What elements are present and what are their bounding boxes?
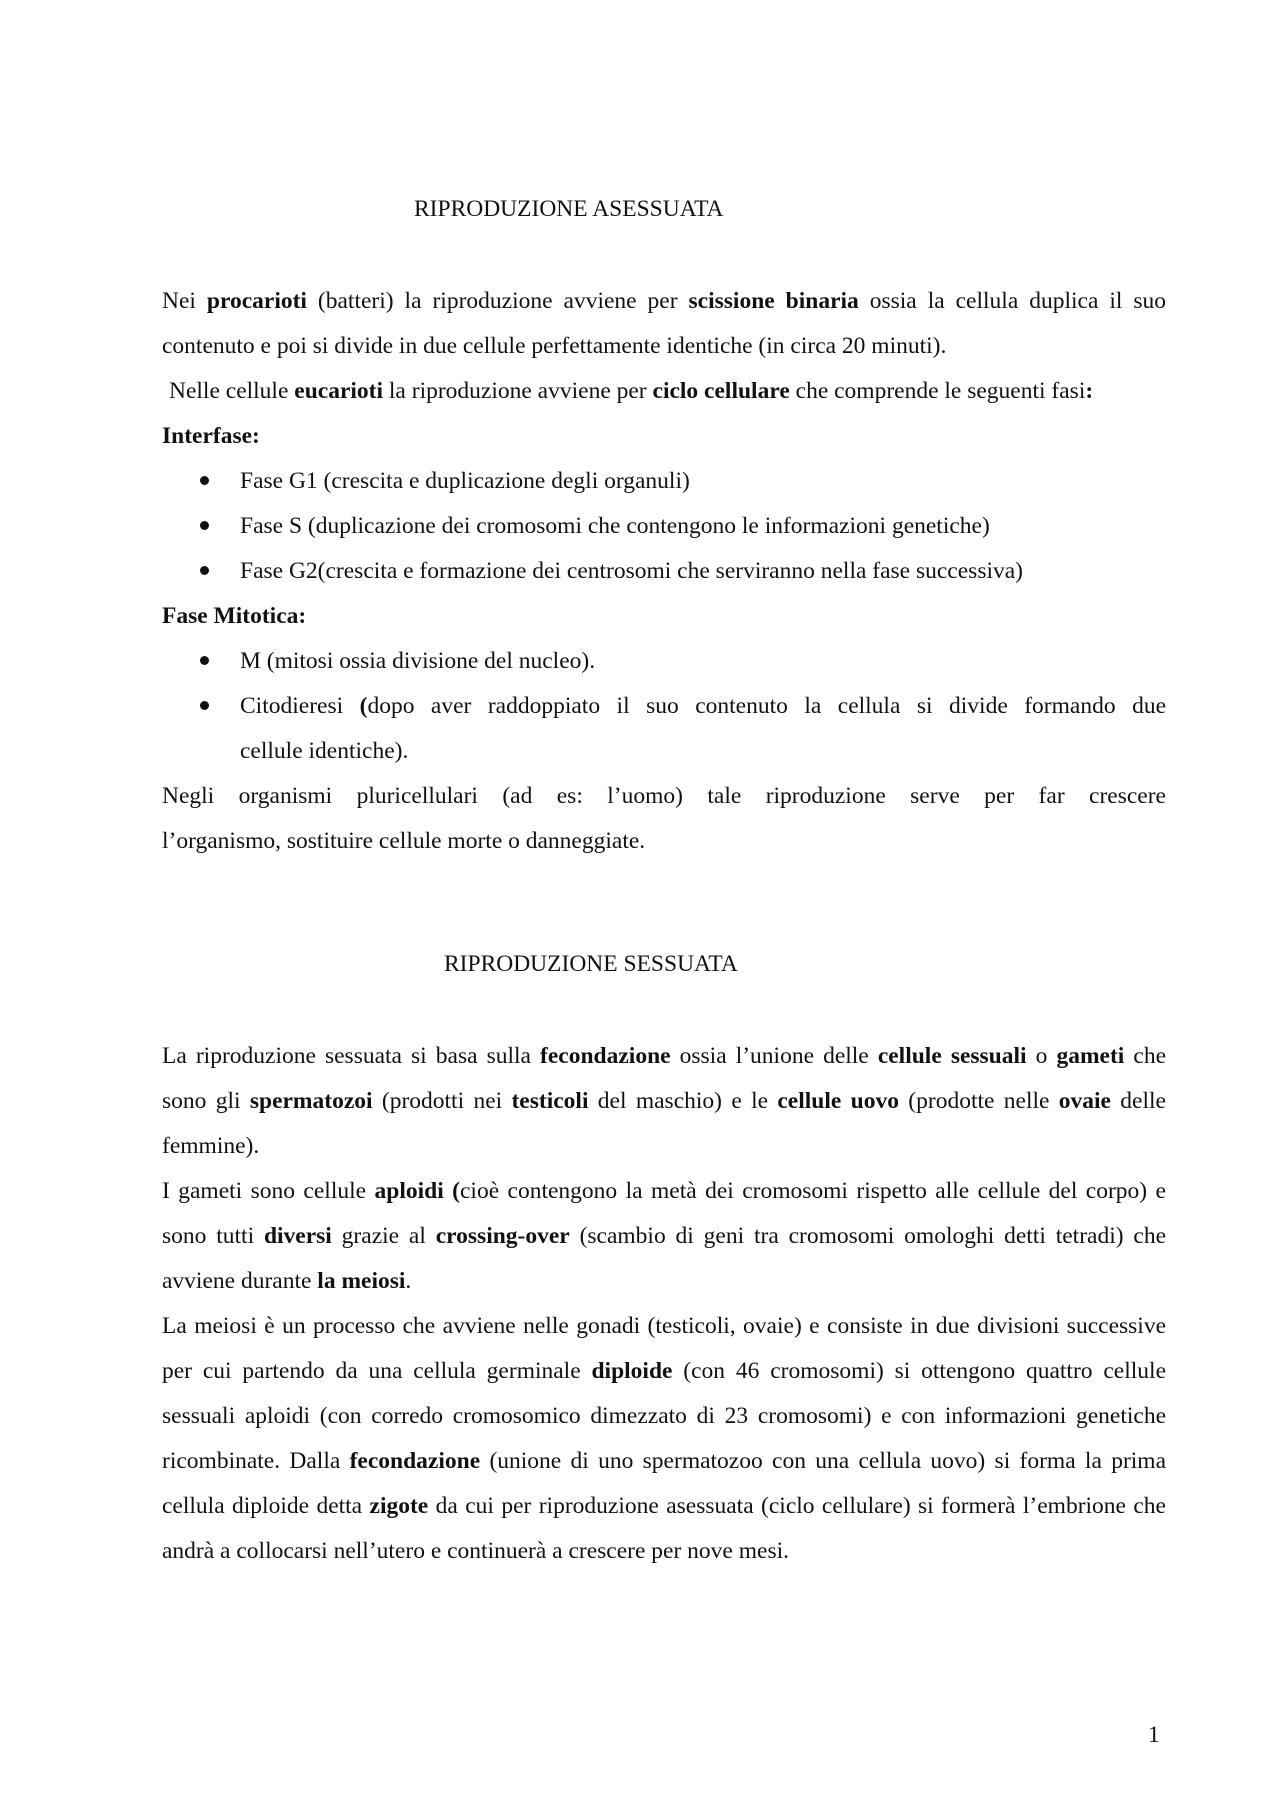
list-item: Fase G2(crescita e formazione dei centrosomi che serviranno nella fase successiva)	[162, 549, 1166, 594]
list-item: M (mitosi ossia divisione del nucleo).	[162, 639, 1166, 684]
pluricellular-line-2: l’organismo, sostituire cellule morte o danneggiate.	[162, 828, 646, 854]
list-item: Fase S (duplicazione dei cromosomi che contengono le informazioni genetiche)	[162, 504, 1166, 549]
citodieresi-line-1: Citodieresi (dopo aver raddoppiato il suo contenuto la cellula si divide formando due	[240, 693, 1166, 719]
prokaryote-paragraph: Nei procarioti (batteri) la riproduzione avviene per scissione binaria ossia la cellula duplica il suo contenuto e poi si divide in due cellule perfettamente identiche (in circa 20 minuti).	[162, 288, 1166, 359]
section-title-sexual: RIPRODUZIONE SESSUATA	[444, 951, 738, 977]
mitotica-list	[162, 639, 1166, 774]
citodieresi-line-2: cellule identiche).	[240, 738, 409, 764]
mitotica-heading: Fase Mitotica:	[162, 603, 307, 629]
page-number: 1	[1148, 1722, 1160, 1748]
sexual-section-body	[162, 1034, 1166, 1574]
section-title-asexual: RIPRODUZIONE ASESSUATA	[414, 196, 724, 222]
asexual-section-body	[162, 279, 1166, 864]
list-item: Fase G1 (crescita e duplicazione degli organuli)	[162, 459, 1166, 504]
meiosi-paragraph: La meiosi è un processo che avviene nelle gonadi (testicoli, ovaie) e consiste in due divisioni successive per cui partendo da una cellula germinale diploide (con 46 cromosomi) si ottengono quattro cellule sessuali aploidi (con corredo cromosomico dimezzato di 23 cromosomi) e con informazioni genetiche ricombinate. Dalla fecondazione (unione di uno spermatozoo con una cellula uovo) si forma la prima cellula diploide detta zigote da cui per riproduzione asessuata (ciclo cellulare) si formerà l’embrione che andrà a collocarsi nell’utero e continuerà a crescere per nove mesi.	[162, 1313, 1167, 1564]
interfase-list	[162, 459, 1166, 594]
eukaryote-paragraph: Nelle cellule eucarioti la riproduzione avviene per ciclo cellulare che comprende le seguenti fasi:	[169, 378, 1094, 404]
list-item	[162, 684, 1166, 774]
interfase-heading: Interfase:	[162, 423, 260, 449]
pluricellular-paragraph	[162, 774, 1166, 864]
gameti-paragraph: I gameti sono cellule aploidi (cioè contengono la metà dei cromosomi rispetto alle cellule del corpo) e sono tutti diversi grazie al crossing-over (scambio di geni tra cromosomi omologhi detti tetradi) che avviene durante la meiosi.	[162, 1178, 1167, 1294]
fecondazione-paragraph: La riproduzione sessuata si basa sulla fecondazione ossia l’unione delle cellule sessuali o gameti che sono gli spermatozoi (prodotti nei testicoli del maschio) e le cellule uovo (prodotte nelle ovaie delle femmine).	[162, 1043, 1166, 1159]
pluricellular-line-1: Negli organismi pluricellulari (ad es: l’uomo) tale riproduzione serve per far crescere	[162, 783, 1166, 809]
